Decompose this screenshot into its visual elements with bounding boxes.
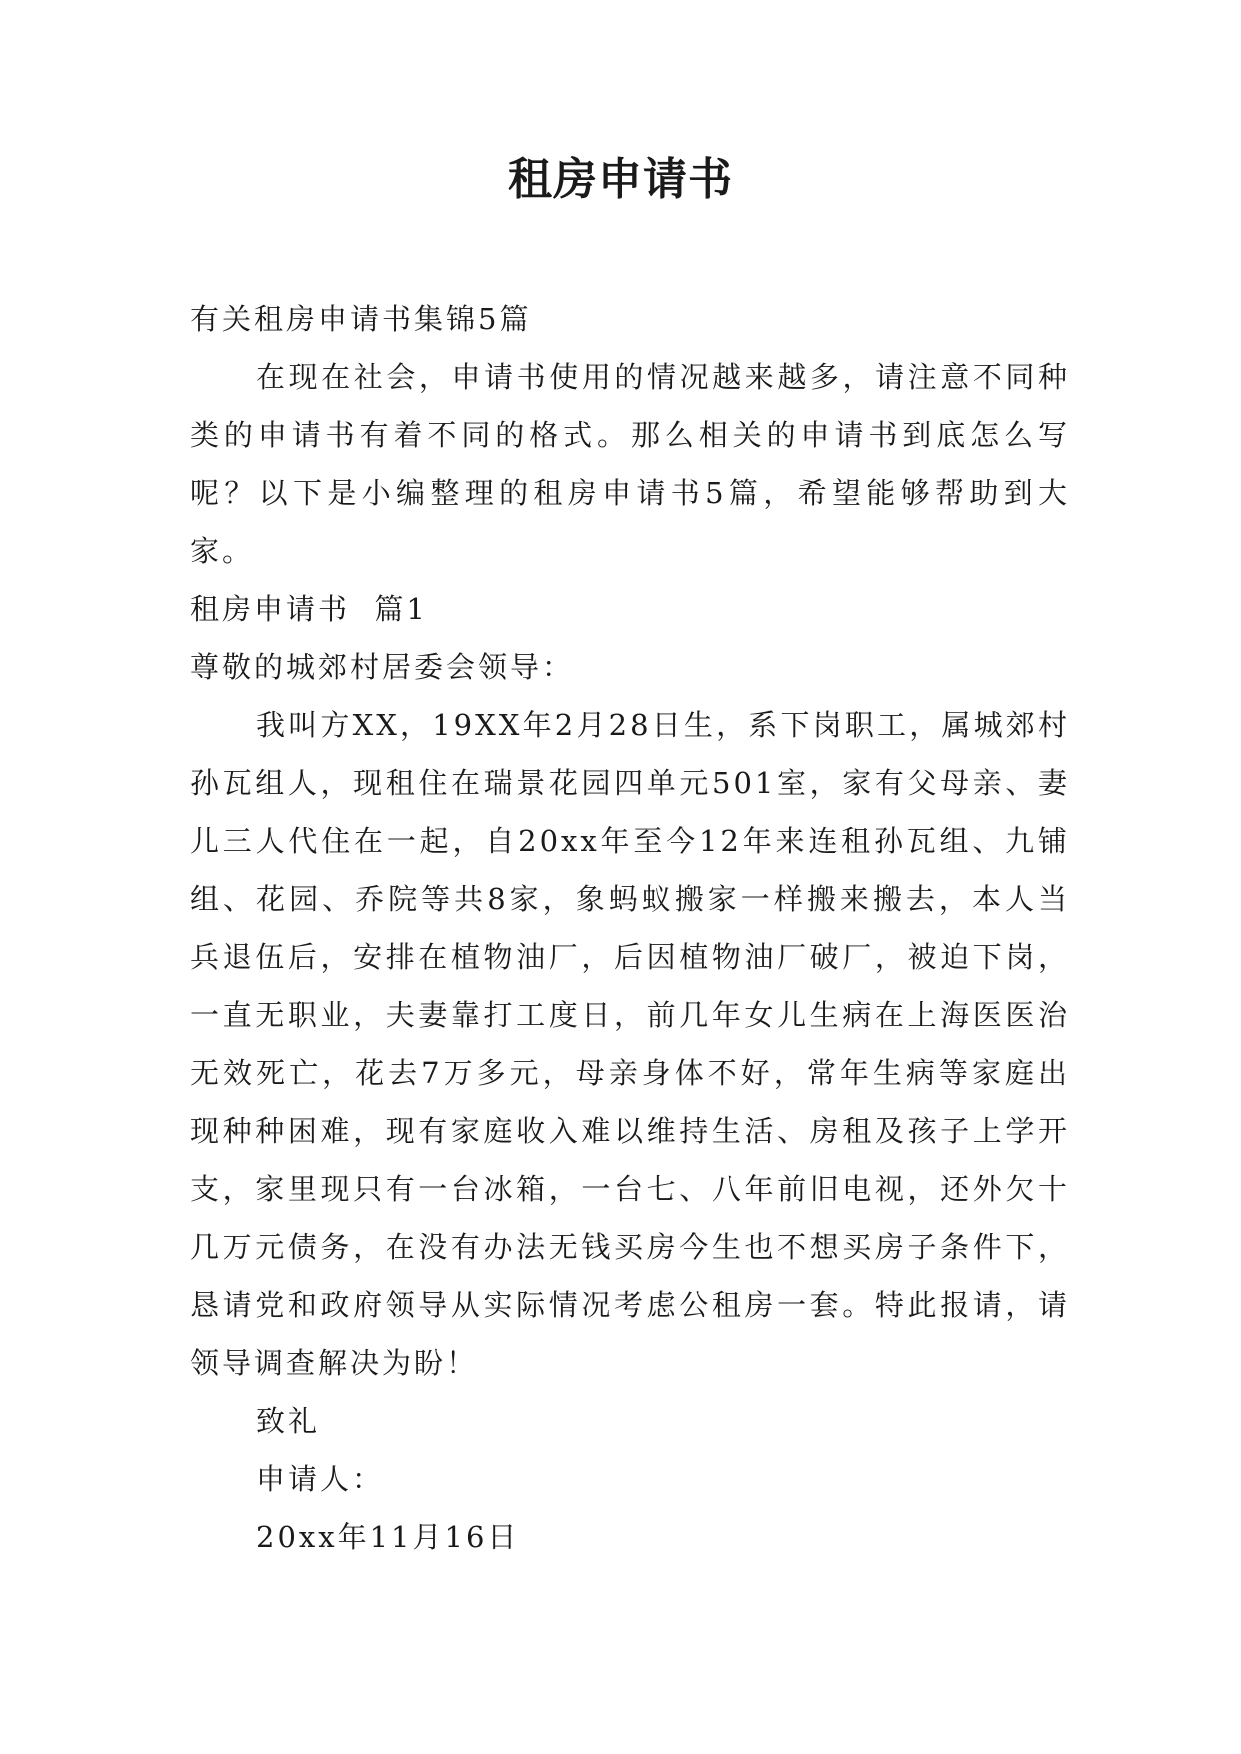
section-title: 租房申请书 篇1 <box>190 592 428 626</box>
closing: 致礼 <box>256 1404 321 1438</box>
intro-paragraph: 在现在社会，申请书使用的情况越来越多，请注意不同种类的申请书有着不同的格式。那么相关的申请书到底怎么写呢？以下是小编整理的租房申请书5篇，希望能够帮助到大家。 <box>190 360 1070 568</box>
document-title: 租房申请书 <box>508 154 733 205</box>
letter-body: 我叫方XX，19XX年2月28日生，系下岗职工，属城郊村孙瓦组人，现租住在瑞景花园四单元501室，家有父母亲、妻儿三人代住在一起，自20xx年至今12年来连租孙瓦组、九铺组、花园、乔院等共8家，象蚂蚁搬家一样搬来搬去，本人当兵退伍后，安排在植物油厂，后因植物油厂破厂，被迫下岗，一直无职业，夫妻靠打工度日，前几年女儿生病在上海医医治无效死亡，花去7万多元，母亲身体不好，常年生病等家庭出现种种困难，现有家庭收入难以维持生活、房租及孩子上学开支，家里现只有一台冰箱，一台七、八年前旧电视，还外欠十几万元债务，在没有办法无钱买房今生也不想买房子条件下，恳请党和政府领导从实际情况考虑公租房一套。特此报请，请领导调查解决为盼！ <box>190 708 1070 1380</box>
intro-heading: 有关租房申请书集锦5篇 <box>190 302 532 336</box>
document-body <box>190 290 1070 1566</box>
letter-date: 20xx年11月16日 <box>256 1520 520 1554</box>
salutation: 尊敬的城郊村居委会领导： <box>190 650 575 684</box>
applicant-label: 申请人： <box>256 1462 385 1496</box>
